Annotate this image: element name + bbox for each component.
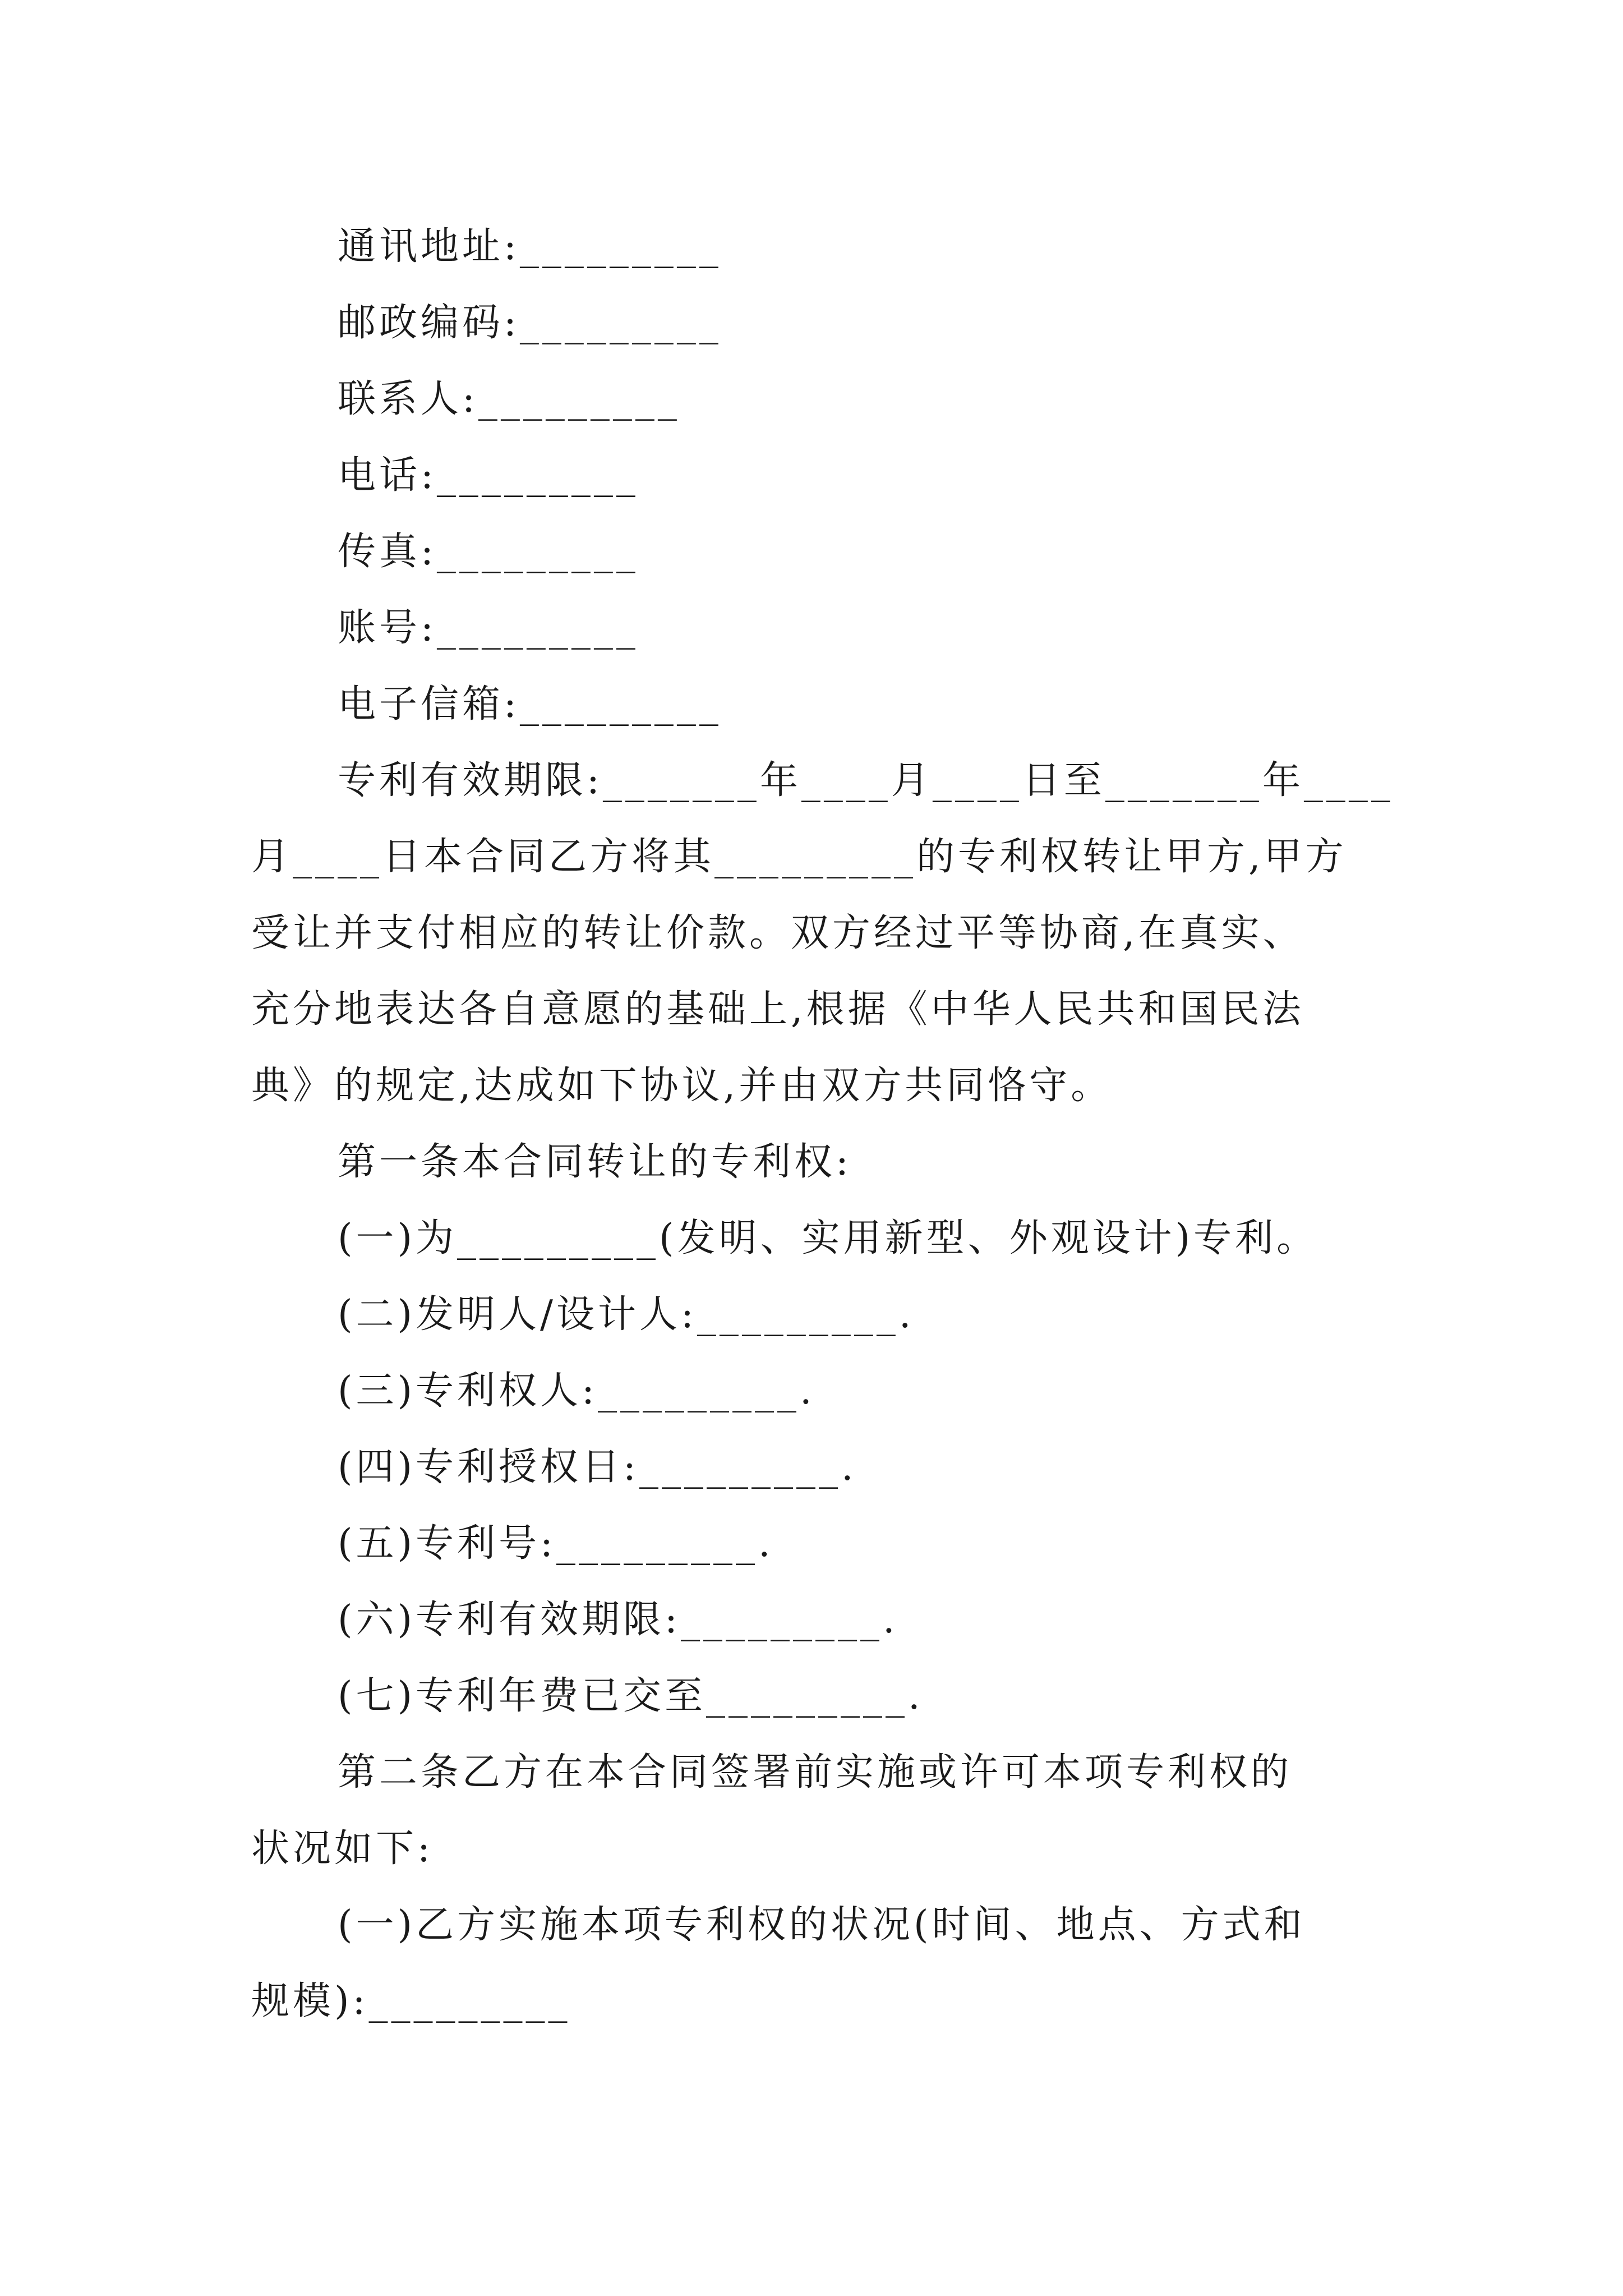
- article-1-item-1: (一)为_________(发明、实用新型、外观设计)专利。: [338, 1216, 1318, 1260]
- article-1-item-7: (七)专利年费已交至_________.: [338, 1674, 924, 1718]
- article-1-item-3: (三)专利权人:_________.: [338, 1369, 815, 1413]
- validity-paragraph-line-5: 典》的规定,达成如下协议,并由双方共同恪守。: [251, 1064, 1113, 1108]
- article-2-item-1-line-2: 规模):_________: [251, 1979, 571, 2023]
- validity-paragraph-line-2: 月____日本合同乙方将其_________的专利权转让甲方,甲方: [251, 835, 1347, 879]
- contact-person-line: 联系人:_________: [338, 377, 680, 421]
- article-2-item-1-line-1: (一)乙方实施本项专利权的状况(时间、地点、方式和: [338, 1903, 1306, 1947]
- validity-paragraph-line-1: 专利有效期限:_______年____月____日至_______年____: [338, 758, 1394, 803]
- article-1-item-2: (二)发明人/设计人:_________.: [338, 1292, 915, 1337]
- email-line: 电子信箱:_________: [338, 682, 722, 726]
- article-2-heading-line-2: 状况如下:: [251, 1826, 434, 1871]
- phone-line: 电话:_________: [338, 453, 639, 498]
- postal-code-line: 邮政编码:_________: [338, 301, 722, 345]
- article-1-item-5: (五)专利号:_________.: [338, 1521, 774, 1566]
- article-1-heading: 第一条本合同转让的专利权:: [338, 1140, 852, 1184]
- validity-paragraph-line-4: 充分地表达各自意愿的基础上,根据《中华人民共和国民法: [251, 987, 1304, 1032]
- article-2-heading-line-1: 第二条乙方在本合同签署前实施或许可本项专利权的: [338, 1750, 1293, 1795]
- article-1-item-4: (四)专利授权日:_________.: [338, 1445, 857, 1489]
- account-line: 账号:_________: [338, 606, 639, 650]
- mailing-address-line: 通讯地址:_________: [338, 224, 722, 269]
- validity-paragraph-line-3: 受让并支付相应的转让价款。双方经过平等协商,在真实、: [251, 911, 1304, 955]
- article-1-item-6: (六)专利有效期限:_________.: [338, 1598, 898, 1642]
- fax-line: 传真:_________: [338, 530, 639, 574]
